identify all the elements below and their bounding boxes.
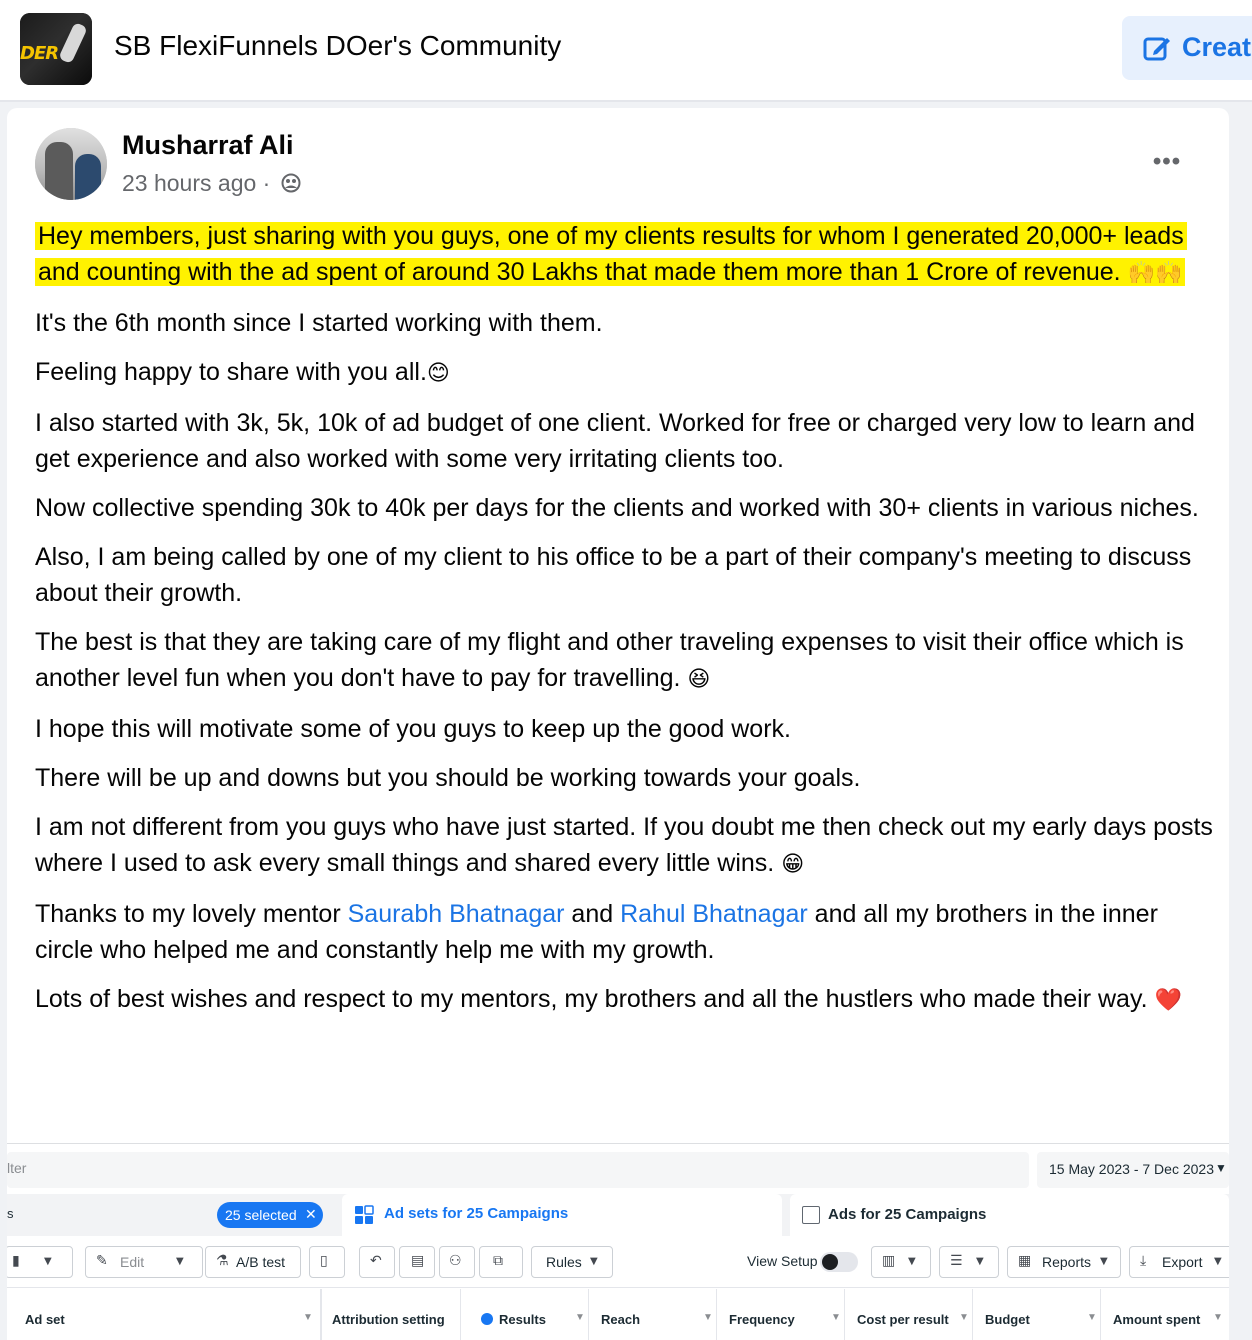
ads-toolbar: [7, 1236, 1229, 1288]
filter-placeholder: lter: [7, 1160, 27, 1176]
post-paragraph: [35, 624, 1215, 698]
avatar-person-right: [75, 154, 101, 200]
pencil-icon: ✎: [96, 1253, 108, 1269]
post-text: Feeling happy to share with you all.: [35, 358, 427, 386]
undo-icon: ↶: [370, 1253, 382, 1269]
table-header-row: [7, 1289, 1229, 1340]
create-button[interactable]: [1122, 16, 1252, 80]
members-privacy-icon[interactable]: [281, 173, 301, 193]
duplicate-button[interactable]: [309, 1246, 345, 1278]
post-paragraph: There will be up and downs but you should be working towards your goals.: [35, 764, 861, 792]
chevron-down-icon: ▼: [831, 1312, 841, 1323]
edit-label: Edit: [120, 1254, 145, 1270]
post-text: The best is that they are taking care of my flight and other traveling expenses to visit their office which is another level fun when you don't have to pay for travelling.: [35, 628, 1184, 692]
info-icon: [481, 1313, 493, 1325]
column-label: Amount spent: [1113, 1312, 1201, 1327]
tab-fragment: s: [7, 1206, 14, 1221]
chevron-down-icon: ▼: [703, 1312, 713, 1323]
column-header-reach[interactable]: [589, 1289, 717, 1340]
column-label: Attribution setting: [332, 1312, 445, 1327]
selected-chip-label: 25 selected: [225, 1207, 297, 1223]
clipboard-icon: ▯: [320, 1253, 328, 1269]
column-header-attribution[interactable]: [321, 1289, 461, 1340]
breakdown-dropdown[interactable]: [939, 1246, 999, 1278]
post-paragraph: [35, 354, 1215, 392]
tab-ads[interactable]: [790, 1194, 1229, 1236]
tab-campaigns[interactable]: [7, 1194, 337, 1236]
trash-icon: ▤: [411, 1253, 425, 1269]
chevron-down-icon: ▼: [959, 1312, 969, 1323]
group-logo[interactable]: [20, 13, 92, 85]
tab-ad-sets[interactable]: [342, 1194, 782, 1238]
export-label: Export: [1162, 1254, 1203, 1270]
meta-separator: ·: [262, 170, 271, 196]
reports-label: Reports: [1042, 1254, 1092, 1270]
post-highlight-paragraph: [35, 218, 1215, 292]
post-text: Thanks to my lovely mentor: [35, 900, 348, 928]
post-card: [7, 108, 1229, 1340]
grin-emoji: 😁: [781, 852, 805, 877]
column-header-budget[interactable]: [973, 1289, 1101, 1340]
post-paragraph: [35, 981, 1215, 1019]
post-meta: [122, 170, 301, 197]
column-label: Reach: [601, 1312, 641, 1327]
heart-emoji: ❤️: [1154, 988, 1182, 1013]
rules-dropdown[interactable]: [531, 1246, 613, 1278]
reports-dropdown[interactable]: [1007, 1246, 1121, 1278]
avatar[interactable]: [35, 128, 107, 200]
avatar-person-left: [45, 142, 73, 200]
column-label-text: Results: [499, 1312, 546, 1327]
post-time[interactable]: 23 hours ago: [122, 170, 257, 196]
filter-bar[interactable]: [7, 1152, 1029, 1188]
column-label: Cost per result: [857, 1312, 949, 1327]
document-icon: ▮: [12, 1253, 20, 1269]
tab-ads-label: Ads for 25 Campaigns: [828, 1206, 987, 1223]
post-paragraph: Now collective spending 30k to 40k per days for the clients and worked with 30+ clients in various niches.: [35, 494, 1199, 522]
smile-emoji: 😊: [426, 361, 450, 386]
chevron-down-icon: ▼: [1100, 1256, 1108, 1267]
caret-down-icon: ▼: [1215, 1161, 1227, 1175]
preview-button[interactable]: [479, 1246, 523, 1278]
column-label: Budget: [985, 1312, 1030, 1327]
post-paragraph: I also started with 3k, 5k, 10k of ad budget of one client. Worked for free or charged very low to learn and get experience and also worked with some very irritating clients too.: [35, 409, 1195, 473]
ads-manager-screenshot[interactable]: [7, 1143, 1229, 1340]
column-label: [481, 1312, 546, 1327]
report-icon: ▦: [1018, 1253, 1032, 1269]
column-header-ad-set[interactable]: [7, 1289, 321, 1340]
columns-icon: ▥: [882, 1253, 896, 1269]
preview-icon: ⧉: [493, 1253, 503, 1269]
post-paragraph: [35, 896, 1215, 968]
highlighted-text: [35, 222, 1187, 286]
selected-chip[interactable]: [217, 1202, 323, 1228]
post-paragraph: I hope this will motivate some of you guys to keep up the good work.: [35, 715, 791, 743]
rules-label: Rules: [546, 1254, 582, 1270]
chevron-down-icon: ▼: [575, 1312, 585, 1323]
create-button-label: Creat: [1182, 32, 1252, 62]
chevron-down-icon: ▼: [1213, 1312, 1223, 1323]
ab-test-label: A/B test: [236, 1254, 286, 1270]
column-header-cost-per-result[interactable]: [845, 1289, 973, 1340]
chevron-down-icon: ▼: [976, 1256, 984, 1267]
column-header-results[interactable]: [461, 1289, 589, 1340]
logo-text: DER: [20, 43, 59, 64]
date-range-label: 15 May 2023 - 7 Dec 2023: [1049, 1161, 1214, 1177]
post-paragraph: [35, 809, 1215, 883]
post-body: [35, 218, 1215, 1032]
column-header-amount-spent[interactable]: [1101, 1289, 1229, 1340]
tab-row: [7, 1194, 1229, 1236]
group-header: [0, 0, 1252, 102]
download-icon: ⤓: [1140, 1253, 1147, 1269]
column-header-frequency[interactable]: [717, 1289, 845, 1340]
post-text: and all my brothers in the inner circle who helped me and constantly help me with my growth.: [35, 900, 1158, 964]
author-name[interactable]: Musharraf Ali: [122, 130, 294, 160]
export-dropdown[interactable]: [1129, 1246, 1229, 1278]
columns-dropdown[interactable]: [871, 1246, 931, 1278]
chevron-down-icon: ▼: [1214, 1256, 1222, 1267]
laughing-emoji: 😆: [687, 667, 711, 692]
grid-icon: [354, 1205, 374, 1225]
mention-link[interactable]: Rahul Bhatnagar: [620, 900, 808, 928]
undo-button[interactable]: [359, 1246, 395, 1278]
close-icon[interactable]: ✕: [305, 1206, 317, 1222]
people-icon: ⚇: [449, 1253, 462, 1269]
create-dropdown[interactable]: [7, 1246, 73, 1278]
audience-button[interactable]: [439, 1246, 475, 1278]
flask-icon: ⚗: [216, 1253, 229, 1269]
chevron-down-icon: ▼: [303, 1312, 313, 1323]
more-options-icon[interactable]: •••: [1152, 148, 1182, 175]
chevron-down-icon: ▼: [908, 1256, 916, 1267]
chevron-down-icon: ▼: [44, 1256, 52, 1267]
date-range-picker[interactable]: [1037, 1152, 1229, 1188]
view-setup-toggle[interactable]: [820, 1252, 858, 1272]
toggle-knob: [822, 1254, 838, 1270]
edit-button[interactable]: [85, 1246, 203, 1278]
column-label: Frequency: [729, 1312, 795, 1327]
chevron-down-icon: ▼: [590, 1256, 598, 1267]
ab-test-button[interactable]: [205, 1246, 301, 1278]
chevron-down-icon: ▼: [176, 1256, 184, 1267]
ad-icon: [802, 1206, 820, 1224]
post-paragraph: It's the 6th month since I started working with them.: [35, 309, 603, 337]
highlight-text: Hey members, just sharing with you guys, one of my clients results for whom I generated 20,000+ leads and counting with the ad spent of around 30 Lakhs that made them more than 1 Crore of revenue.: [38, 222, 1184, 286]
raised-hands-emoji: 🙌🙌: [1127, 261, 1183, 286]
list-icon: ☰: [950, 1253, 963, 1269]
post-text: Lots of best wishes and respect to my mentors, my brothers and all the hustlers who made their way.: [35, 985, 1148, 1013]
post-text: I am not different from you guys who have just started. If you doubt me then check out my early days posts where I used to ask every small things and shared every little wins.: [35, 813, 1213, 877]
view-setup-label: View Setup: [747, 1253, 818, 1269]
edit-icon: [1142, 33, 1172, 63]
post-text: and: [564, 900, 621, 928]
post-paragraph: Also, I am being called by one of my client to his office to be a part of their company's meeting to discuss about their growth.: [35, 543, 1192, 607]
column-label: Ad set: [25, 1312, 65, 1327]
chevron-down-icon: ▼: [1087, 1312, 1097, 1323]
tab-ad-sets-label: Ad sets for 25 Campaigns: [384, 1205, 569, 1222]
mention-link[interactable]: Saurabh Bhatnagar: [347, 900, 565, 928]
group-name[interactable]: SB FlexiFunnels DOer's Community: [114, 30, 562, 61]
delete-button[interactable]: [399, 1246, 435, 1278]
